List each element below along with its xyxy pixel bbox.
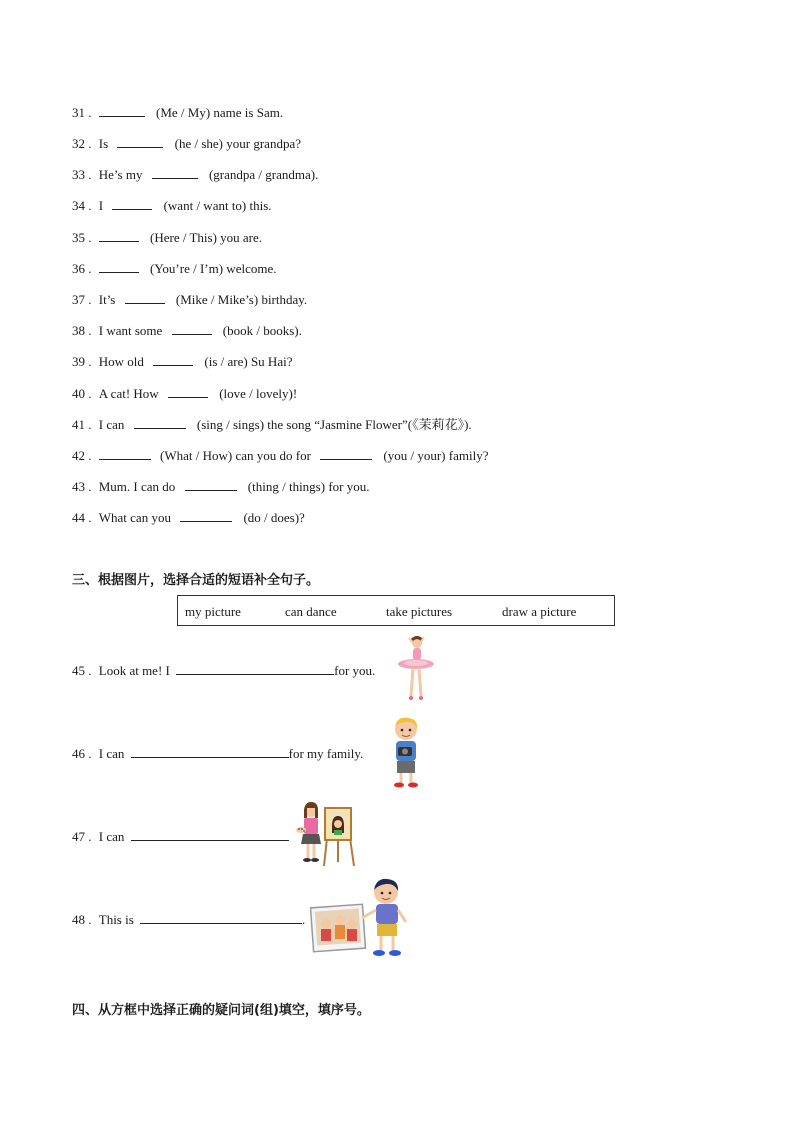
phrase-box	[177, 595, 615, 626]
exercise-33	[72, 166, 318, 183]
exercise-number: 37 .	[72, 292, 92, 307]
answer-blank[interactable]	[176, 662, 334, 675]
answer-blank[interactable]	[185, 478, 237, 491]
exercise-43	[72, 478, 369, 495]
exercise-text: (sing / sings) the song “Jasmine Flower”(《茉莉花》).	[196, 417, 472, 432]
exercise-text: I can	[98, 829, 125, 844]
exercise-text: (thing / things) for you.	[247, 479, 370, 494]
exercise-number: 35 .	[72, 230, 92, 245]
exercise-48	[72, 911, 305, 928]
answer-blank[interactable]	[134, 416, 186, 429]
exercise-text: (Me / My) name is Sam.	[156, 105, 284, 120]
exercise-text: He’s my	[98, 167, 143, 182]
exercise-number: 36 .	[72, 261, 92, 276]
exercise-39	[72, 353, 292, 370]
phrase-option: can dance	[285, 604, 337, 619]
boy-family-photo-icon	[310, 878, 416, 960]
exercise-number: 41 .	[72, 417, 92, 432]
exercise-number: 48 .	[72, 912, 92, 927]
exercise-37	[72, 291, 307, 308]
exercise-text: (What / How) can you do for	[160, 448, 311, 463]
exercise-44	[72, 509, 305, 526]
exercise-text: How old	[98, 354, 144, 369]
exercise-number: 39 .	[72, 354, 92, 369]
answer-blank[interactable]	[112, 197, 152, 210]
exercise-number: 38 .	[72, 323, 92, 338]
answer-blank[interactable]	[131, 828, 289, 841]
exercise-42	[72, 447, 488, 464]
exercise-text: (you / your) family?	[383, 448, 489, 463]
answer-blank[interactable]	[117, 135, 163, 148]
exercise-35	[72, 229, 262, 246]
exercise-text: It’s	[98, 292, 116, 307]
exercise-31	[72, 104, 283, 121]
exercise-number: 44 .	[72, 510, 92, 525]
answer-blank[interactable]	[99, 260, 139, 273]
exercise-number: 47 .	[72, 829, 92, 844]
answer-blank[interactable]	[172, 322, 212, 335]
exercise-number: 31 .	[72, 105, 92, 120]
exercise-46	[72, 745, 363, 762]
exercise-text: (he / she) your grandpa?	[174, 136, 301, 151]
answer-blank[interactable]	[140, 911, 302, 924]
answer-blank[interactable]	[99, 447, 151, 460]
exercise-41	[72, 416, 472, 433]
exercise-text: .	[302, 912, 306, 927]
answer-blank[interactable]	[320, 447, 372, 460]
exercise-text: Is	[98, 136, 109, 151]
exercise-text: (is / are) Su Hai?	[204, 354, 293, 369]
girl-painting-icon	[296, 800, 358, 868]
exercise-45	[72, 662, 375, 679]
exercise-text: (do / does)?	[243, 510, 305, 525]
exercise-text: I can	[98, 746, 125, 761]
answer-blank[interactable]	[125, 291, 165, 304]
answer-blank[interactable]	[99, 104, 145, 117]
exercise-34	[72, 197, 272, 214]
exercise-number: 33 .	[72, 167, 92, 182]
answer-blank[interactable]	[168, 385, 208, 398]
exercise-number: 45 .	[72, 663, 92, 678]
exercise-text: Mum. I can do	[98, 479, 176, 494]
phrase-option: draw a picture	[502, 604, 577, 619]
answer-blank[interactable]	[180, 509, 232, 522]
exercise-32	[72, 135, 301, 152]
exercise-text: (love / lovely)!	[219, 386, 298, 401]
exercise-number: 32 .	[72, 136, 92, 151]
exercise-text: A cat! How	[98, 386, 159, 401]
answer-blank[interactable]	[131, 745, 289, 758]
answer-blank[interactable]	[152, 166, 198, 179]
boy-camera-icon	[386, 715, 426, 789]
exercise-text: (Mike / Mike’s) birthday.	[175, 292, 308, 307]
ballerina-icon	[394, 634, 438, 704]
exercise-text: I can	[98, 417, 125, 432]
exercise-47	[72, 828, 289, 845]
exercise-number: 46 .	[72, 746, 92, 761]
exercise-text: (You’re / I’m) welcome.	[150, 261, 277, 276]
exercise-number: 42 .	[72, 448, 92, 463]
phrase-option: take pictures	[386, 604, 453, 619]
phrase-option: my picture	[185, 604, 241, 619]
exercise-number: 43 .	[72, 479, 92, 494]
exercise-text: I	[98, 198, 104, 213]
exercise-text: for you.	[334, 663, 376, 678]
exercise-text: I want some	[98, 323, 163, 338]
exercise-40	[72, 385, 297, 402]
exercise-text: (grandpa / grandma).	[208, 167, 319, 182]
exercise-text: (book / books).	[222, 323, 302, 338]
exercise-38	[72, 322, 302, 339]
exercise-text: for my family.	[288, 746, 364, 761]
exercise-36	[72, 260, 276, 277]
exercise-number: 34 .	[72, 198, 92, 213]
answer-blank[interactable]	[99, 229, 139, 242]
section-4-heading: 四、从方框中选择正确的疑问词(组)填空，填序号。	[72, 1003, 370, 1018]
answer-blank[interactable]	[153, 353, 193, 366]
exercise-text: This is	[98, 912, 134, 927]
exercise-number: 40 .	[72, 386, 92, 401]
exercise-text: Look at me! I	[98, 663, 170, 678]
exercise-text: What can you	[98, 510, 171, 525]
section-3-heading: 三、根据图片，选择合适的短语补全句子。	[72, 573, 320, 588]
exercise-text: (Here / This) you are.	[150, 230, 263, 245]
exercise-text: (want / want to) this.	[163, 198, 272, 213]
